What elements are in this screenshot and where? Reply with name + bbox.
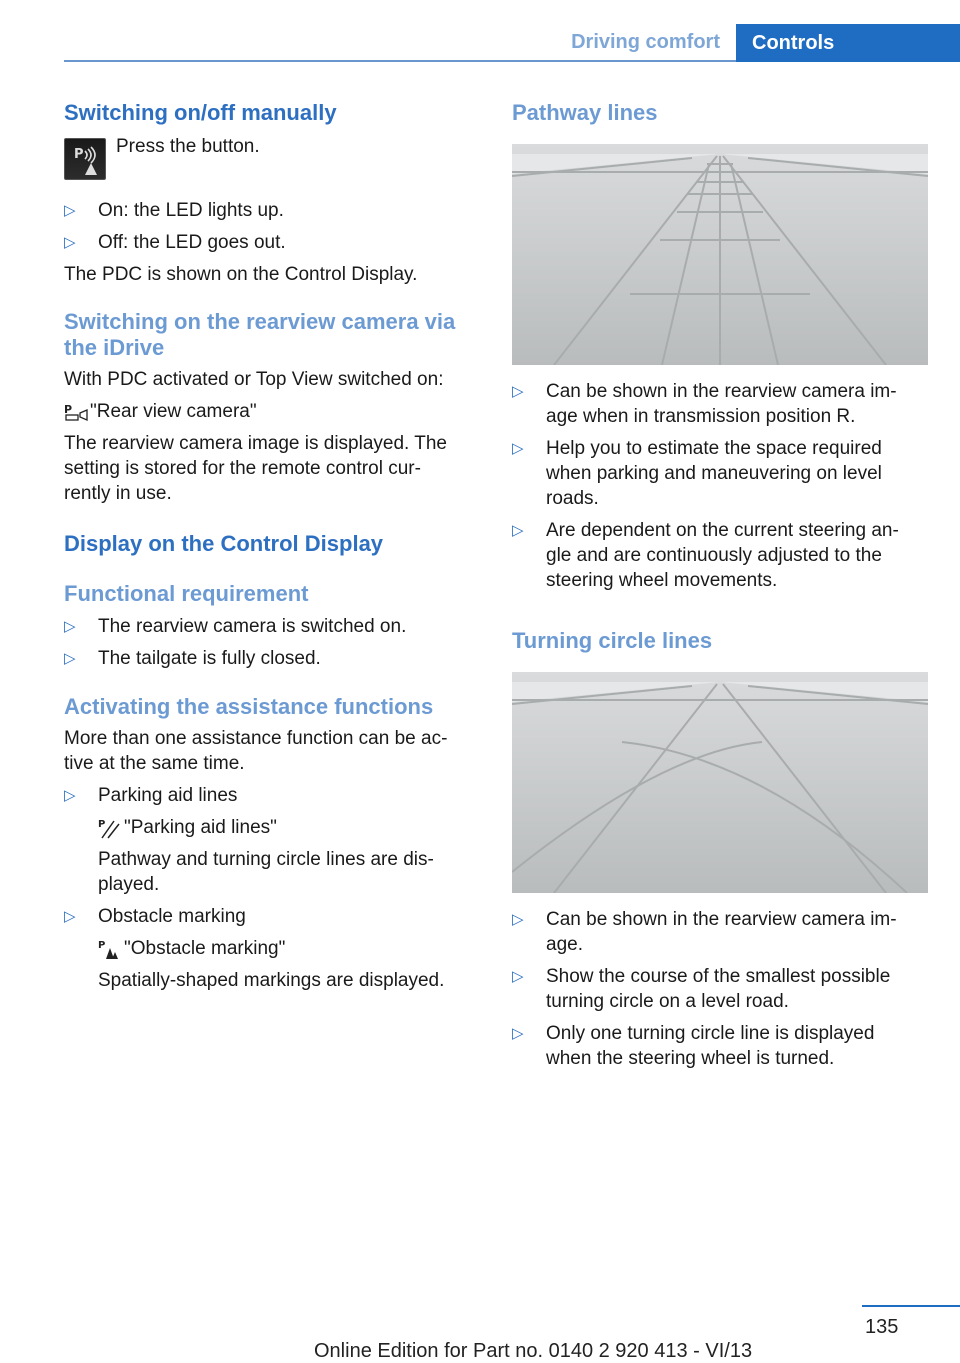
triangle-bullet-icon: ▷: [512, 911, 524, 928]
heading-pathway-lines: Pathway lines: [512, 100, 658, 125]
triangle-bullet-icon: ▷: [64, 787, 76, 804]
page-header: [64, 24, 960, 62]
obstacle-marking-icon: [98, 938, 124, 960]
heading-turning-circle-lines: Turning circle lines: [512, 628, 713, 653]
heading-assistance-functions: Activating the assistance functions: [64, 694, 434, 719]
triangle-bullet-icon: ▷: [512, 383, 524, 400]
header-rule: [64, 60, 736, 62]
parking-aid-lines-icon: [98, 817, 124, 839]
rear-view-menu-row: [64, 399, 470, 424]
svg-text:P: P: [98, 819, 106, 830]
list-item: ▷ Off: the LED goes out.: [64, 232, 286, 253]
triangle-bullet-icon: ▷: [64, 234, 76, 251]
requirement-list: [64, 614, 470, 671]
rearview-desc: The rearview camera image is displayed. The setting is stored for the remote control cur- rently in use.: [64, 433, 447, 504]
turning-circle-list: [512, 907, 928, 1071]
triangle-bullet-icon: ▷: [512, 1025, 524, 1042]
footer-rule: [862, 1305, 960, 1307]
list-item: ▷ Only one turning circle line is displayed when the steering wheel is turned.: [512, 1023, 875, 1069]
assistance-list: [64, 783, 470, 993]
rear-view-menu-text: "Rear view camera": [90, 401, 257, 422]
press-button-text: Press the button.: [116, 136, 260, 157]
list-item: ▷ The tailgate is fully closed.: [64, 648, 321, 669]
triangle-bullet-icon: ▷: [64, 618, 76, 635]
rear-camera-icon: [64, 401, 90, 423]
list-item: ▷ Help you to estimate the space required when parking and maneuvering on level roads.: [512, 438, 882, 509]
triangle-bullet-icon: ▷: [512, 968, 524, 985]
page-number: 135: [865, 1316, 899, 1338]
pdc-button-icon: [64, 138, 106, 180]
pathway-lines-image: [512, 144, 928, 365]
list-item: ▷ The rearview camera is switched on.: [64, 616, 407, 637]
obstacle-menu-row: P "Obstacle marking": [98, 938, 286, 959]
list-item: ▷ On: the LED lights up.: [64, 200, 284, 221]
assist-desc: More than one assistance function can be ac- tive at the same time.: [64, 728, 448, 774]
svg-text:P: P: [98, 940, 106, 951]
pdc-shown-text: The PDC is shown on the Control Display.: [64, 264, 418, 285]
turning-circle-image: [512, 672, 928, 893]
list-item: ▷ Parking aid lines P "Parking aid lines" Pathway and turning circle lines are dis- played.: [64, 783, 470, 897]
svg-text:P: P: [74, 147, 84, 162]
triangle-bullet-icon: ▷: [512, 522, 524, 539]
triangle-bullet-icon: ▷: [64, 202, 76, 219]
list-item: ▷ Show the course of the smallest possible turning circle on a level road.: [512, 966, 891, 1012]
triangle-bullet-icon: ▷: [64, 650, 76, 667]
triangle-bullet-icon: ▷: [512, 440, 524, 457]
svg-text:P: P: [64, 403, 73, 416]
footer-edition: Online Edition for Part no. 0140 2 920 413 - VI/13: [314, 1340, 753, 1362]
heading-functional-requirement: Functional requirement: [64, 581, 309, 606]
heading-rearview-idrive: Switching on the rearview camera via the iDrive: [64, 309, 456, 360]
press-button-row: [64, 138, 470, 180]
list-item: ▷ Can be shown in the rearview camera im- age when in transmission position R.: [512, 381, 897, 427]
parking-menu-row: P "Parking aid lines": [98, 817, 277, 838]
led-list: [64, 198, 470, 255]
right-column: [512, 100, 928, 1071]
pdc-activated-text: With PDC activated or Top View switched on:: [64, 369, 444, 390]
heading-display-control: Display on the Control Display: [64, 531, 384, 556]
list-item: ▷ Are dependent on the current steering an- gle and are continuously adjusted to the steering wheel movements.: [512, 520, 899, 591]
header-section-title: Driving comfort: [571, 31, 720, 53]
left-column: [64, 100, 470, 993]
heading-switching-manually: Switching on/off manually: [64, 100, 337, 125]
triangle-bullet-icon: ▷: [64, 908, 76, 925]
list-item: ▷ Obstacle marking P "Obstacle marking" Spatially-shaped markings are displayed.: [64, 904, 470, 993]
header-chapter-tab: Controls: [736, 24, 960, 62]
pathway-list: [512, 379, 928, 593]
list-item: ▷ Can be shown in the rearview camera im- age.: [512, 909, 897, 955]
